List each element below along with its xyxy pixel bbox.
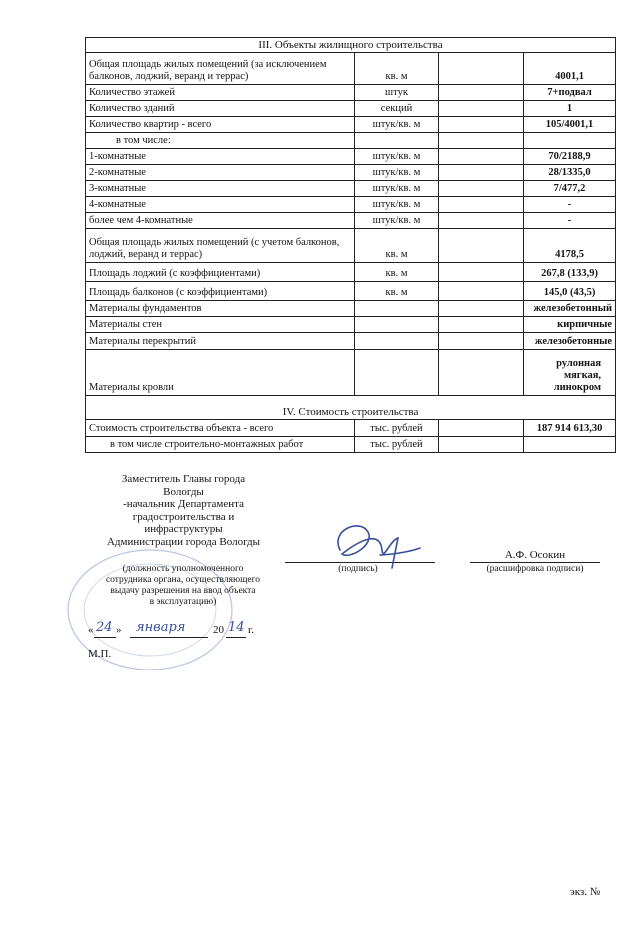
row-empty — [439, 85, 524, 101]
row-value: железобетонные — [524, 333, 616, 350]
row-value: - — [524, 197, 616, 213]
row-label: Количество квартир - всего — [86, 117, 355, 133]
row-empty — [439, 181, 524, 197]
row-label: 1-комнатные — [86, 149, 355, 165]
row-label: Общая площадь жилых помещений (с учетом балконов, лоджий, веранд и террас) — [86, 229, 355, 263]
date-day-line — [94, 637, 116, 638]
date-month-line — [130, 637, 208, 638]
row-label: Материалы стен — [86, 317, 355, 333]
row-value: 4178,5 — [524, 229, 616, 263]
row-empty — [439, 149, 524, 165]
caption-line: (должность уполномоченного — [122, 564, 244, 574]
cost-row-unit: тыс. рублей — [355, 437, 439, 453]
row-unit: штук/кв. м — [355, 213, 439, 229]
caption-line: выдачу разрешения на ввод объекта — [110, 586, 256, 596]
row-empty — [439, 317, 524, 333]
row-empty — [439, 165, 524, 181]
row-empty — [439, 133, 524, 149]
row-label: 2-комнатные — [86, 165, 355, 181]
row-unit — [355, 301, 439, 317]
row-unit: кв. м — [355, 53, 439, 85]
stamp-place-mark: М.П. — [88, 648, 112, 660]
caption-line: сотрудника органа, осуществляющего — [105, 575, 261, 585]
date-year-line — [226, 637, 246, 638]
row-label: Материалы фундаментов — [86, 301, 355, 317]
row-label: Площадь лоджий (с коэффициентами) — [86, 263, 355, 282]
name-caption: (расшифровка подписи) — [486, 564, 584, 574]
position-line: градостроительства и — [132, 510, 235, 523]
date-day: 24 — [96, 620, 113, 635]
row-value: 4001,1 — [524, 53, 616, 85]
row-unit — [355, 333, 439, 350]
row-value: 28/1335,0 — [524, 165, 616, 181]
cost-row-unit: тыс. рублей — [355, 420, 439, 437]
row-value: 267,8 (133,9) — [524, 263, 616, 282]
row-label: более чем 4-комнатные — [86, 213, 355, 229]
row-value: 70/2188,9 — [524, 149, 616, 165]
row-unit: кв. м — [355, 282, 439, 301]
date-year-end: г. — [248, 624, 255, 636]
row-empty — [439, 420, 524, 437]
row-value: 7+подвал — [524, 85, 616, 101]
row-empty — [439, 117, 524, 133]
row-empty — [439, 101, 524, 117]
position-line: Вологды — [163, 485, 204, 498]
position-line: -начальник Департамента — [123, 498, 244, 510]
row-unit — [355, 133, 439, 149]
cost-row-label: в том числе строительно-монтажных работ — [86, 437, 355, 453]
caption-line: в эксплуатацию) — [149, 597, 217, 607]
cost-row-value: 187 914 613,30 — [524, 420, 616, 437]
date-year-suffix: 14 — [228, 620, 245, 635]
row-label: Количество этажей — [86, 85, 355, 101]
row-unit: штук/кв. м — [355, 149, 439, 165]
row-label: Площадь балконов (с коэффициентами) — [86, 282, 355, 301]
date-month: января — [136, 620, 186, 635]
person-name: А.Ф. Осокин — [504, 549, 566, 561]
row-label: 4-комнатные — [86, 197, 355, 213]
row-empty — [439, 282, 524, 301]
position-block — [86, 473, 281, 548]
cost-row-label: Стоимость строительства объекта - всего — [86, 420, 355, 437]
row-unit: секций — [355, 101, 439, 117]
sign-caption: (подпись) — [338, 564, 378, 574]
row-label: Общая площадь жилых помещений (за исключением балконов, лоджий, веранд и террас) — [86, 53, 355, 85]
row-empty — [439, 301, 524, 317]
date-quote-open: « — [88, 624, 94, 636]
row-empty — [439, 229, 524, 263]
row-unit — [355, 317, 439, 333]
row-label: Материалы кровли — [86, 350, 355, 396]
row-value: железобетонный — [524, 301, 616, 317]
row-unit — [355, 350, 439, 396]
objects-table — [85, 37, 616, 453]
date-quote-close: » — [116, 624, 122, 636]
row-empty — [439, 263, 524, 282]
position-line: Администрации города Вологды — [106, 535, 261, 548]
row-unit: штук/кв. м — [355, 181, 439, 197]
row-empty — [439, 350, 524, 396]
position-line: инфраструктуры — [144, 523, 223, 535]
row-value: рулонная мягкая, линокром — [524, 350, 616, 396]
row-empty — [439, 333, 524, 350]
row-unit: штук — [355, 85, 439, 101]
row-unit: штук/кв. м — [355, 117, 439, 133]
row-unit: штук/кв. м — [355, 197, 439, 213]
copy-number-label: экз. № — [570, 886, 601, 898]
row-value: 145,0 (43,5) — [524, 282, 616, 301]
row-label: в том числе: — [86, 133, 355, 149]
row-value: 1 — [524, 101, 616, 117]
row-value: 105/4001,1 — [524, 117, 616, 133]
position-caption — [88, 564, 278, 608]
section-4-title: IV. Стоимость строительства — [86, 396, 616, 420]
row-label: Количество зданий — [86, 101, 355, 117]
row-value — [524, 133, 616, 149]
row-unit: штук/кв. м — [355, 165, 439, 181]
row-value: кирпичные — [524, 317, 616, 333]
name-line — [470, 562, 600, 563]
cost-row-value — [524, 437, 616, 453]
section-3-title: III. Объекты жилищного строительства — [86, 38, 616, 53]
row-empty — [439, 213, 524, 229]
row-value: - — [524, 213, 616, 229]
date-row — [88, 622, 288, 642]
row-value: 7/477,2 — [524, 181, 616, 197]
row-unit: кв. м — [355, 263, 439, 282]
row-empty — [439, 197, 524, 213]
row-unit: кв. м — [355, 229, 439, 263]
row-label: Материалы перекрытий — [86, 333, 355, 350]
position-line: Заместитель Главы города — [121, 473, 246, 485]
row-empty — [439, 53, 524, 85]
row-label: 3-комнатные — [86, 181, 355, 197]
date-year-prefix: 20 — [213, 624, 224, 636]
row-empty — [439, 437, 524, 453]
